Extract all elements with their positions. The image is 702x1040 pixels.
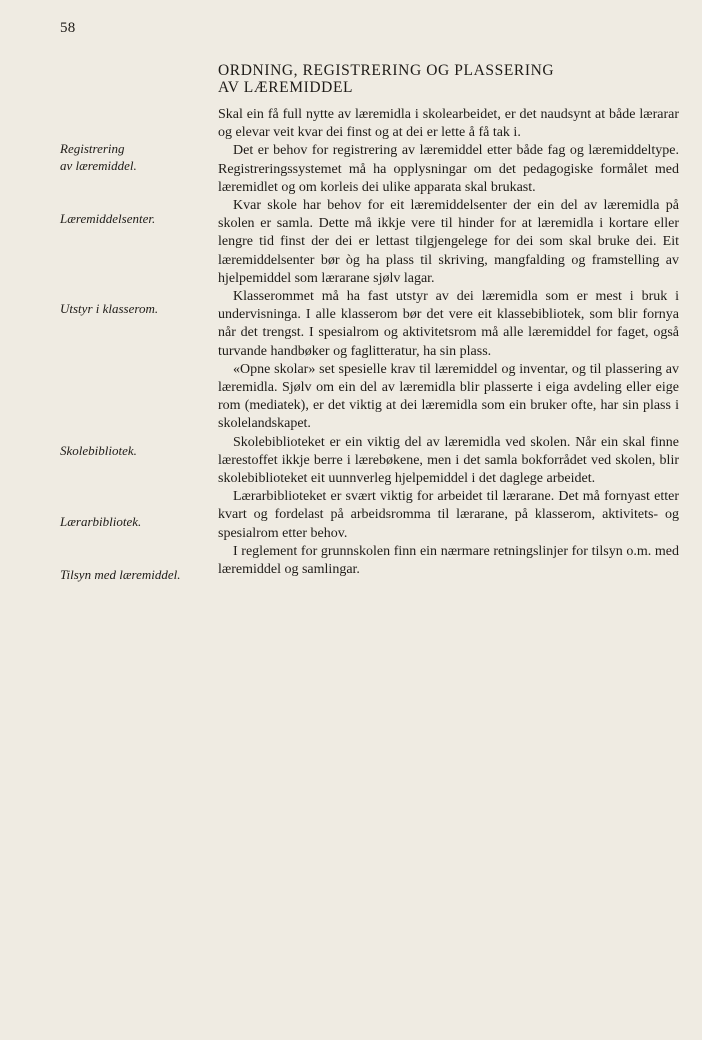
paragraph-klasserom: Klasserommet må ha fast utstyr av dei læremidla som er mest i bruk i undervisninga. I alle klasserom bør det vere eit klassebibliotek, som blir fornya når det trengst. I spesialrom og aktivitetsrom må alle læremiddel for faget, også turvande handbøker og faglitteratur, ha sin plass. — [218, 289, 679, 359]
margin-note-utstyr: Utstyr i klasserom. — [60, 301, 159, 316]
section-heading-line-1: ORDNING, REGISTRERING OG PLASSERING — [218, 62, 555, 79]
margin-note-tilsyn: Tilsyn med læremiddel. — [60, 567, 181, 582]
margin-note-skolebibliotek: Skolebibliotek. — [60, 443, 137, 458]
margin-note-registrering — [60, 140, 210, 174]
paragraph-registrering: Det er behov for registrering av læremiddel etter både fag og læremiddeltype. Registreringssystemet må ha opplysningar om det pedagogiske formålet med læremidlet og om korleis dei ulike apparata skal brukast. — [218, 143, 679, 195]
paragraph-laeremiddelsenter: Kvar skole har behov for eit læremiddelsenter der ein del av læremidla på skolen er samla. Dette må ikkje vere til hinder for at læremidla i kortare eller lengre tid finst der dei er lettast tilgjengelege for dei som skal bruke dei. Eit læremiddelsenter bør òg ha plass til skriving, mangfalding og framstelling av hjelpemiddel som lærarane sjølv lagar. — [218, 198, 679, 286]
paragraph-opne-skolar: «Opne skolar» set spesielle krav til læremiddel og inventar, og til plassering av læremidla. Sjølv om ein del av læremidla blir plasserte i eiga avdeling eller eige rom (mediatek), er det viktig at dei læremidla som ein bruker ofte, har sin plass i skolelandskapet. — [218, 361, 679, 432]
section-heading-line-2: AV LÆREMIDDEL — [218, 79, 354, 96]
margin-note-registrering-line-1: Registrering — [60, 141, 125, 156]
margin-note-lararbibliotek: Lærarbibliotek. — [60, 514, 142, 529]
paragraph-intro: Skal ein få full nytte av læremidla i skolearbeidet, er det naudsynt at både lærarar og elevar veit kvar dei finst og at dei er lette å få tak i. — [218, 107, 679, 141]
paragraph-tilsyn: I reglement for grunnskolen finn ein nærmare retningslinjer for tilsyn o.m. med læremiddel og samlingar. — [218, 543, 679, 578]
margin-note-laeremiddelsenter: Læremiddelsenter. — [60, 211, 156, 226]
section-heading — [218, 62, 688, 96]
body-text — [218, 106, 679, 579]
paragraph-lararbibliotek: Lærarbiblioteket er svært viktig for arbeidet til lærarane. Det må fornyast etter kvart og fordelast på arbeidsromma til lærarane, på klasserom, aktivitets- og spesialrom etter behov. — [218, 489, 679, 541]
paragraph-skolebibliotek: Skolebiblioteket er ein viktig del av læremidla ved skolen. Når ein skal finne lærestoffet ikkje berre i lærebøkene, men i det samla bokforrådet ved skolen, blir skolebiblioteket eit uunnverleg hjelpemiddel i det daglege arbeidet. — [218, 434, 679, 487]
margin-note-registrering-line-2: av læremiddel. — [60, 158, 137, 173]
page-number: 58 — [60, 20, 76, 36]
